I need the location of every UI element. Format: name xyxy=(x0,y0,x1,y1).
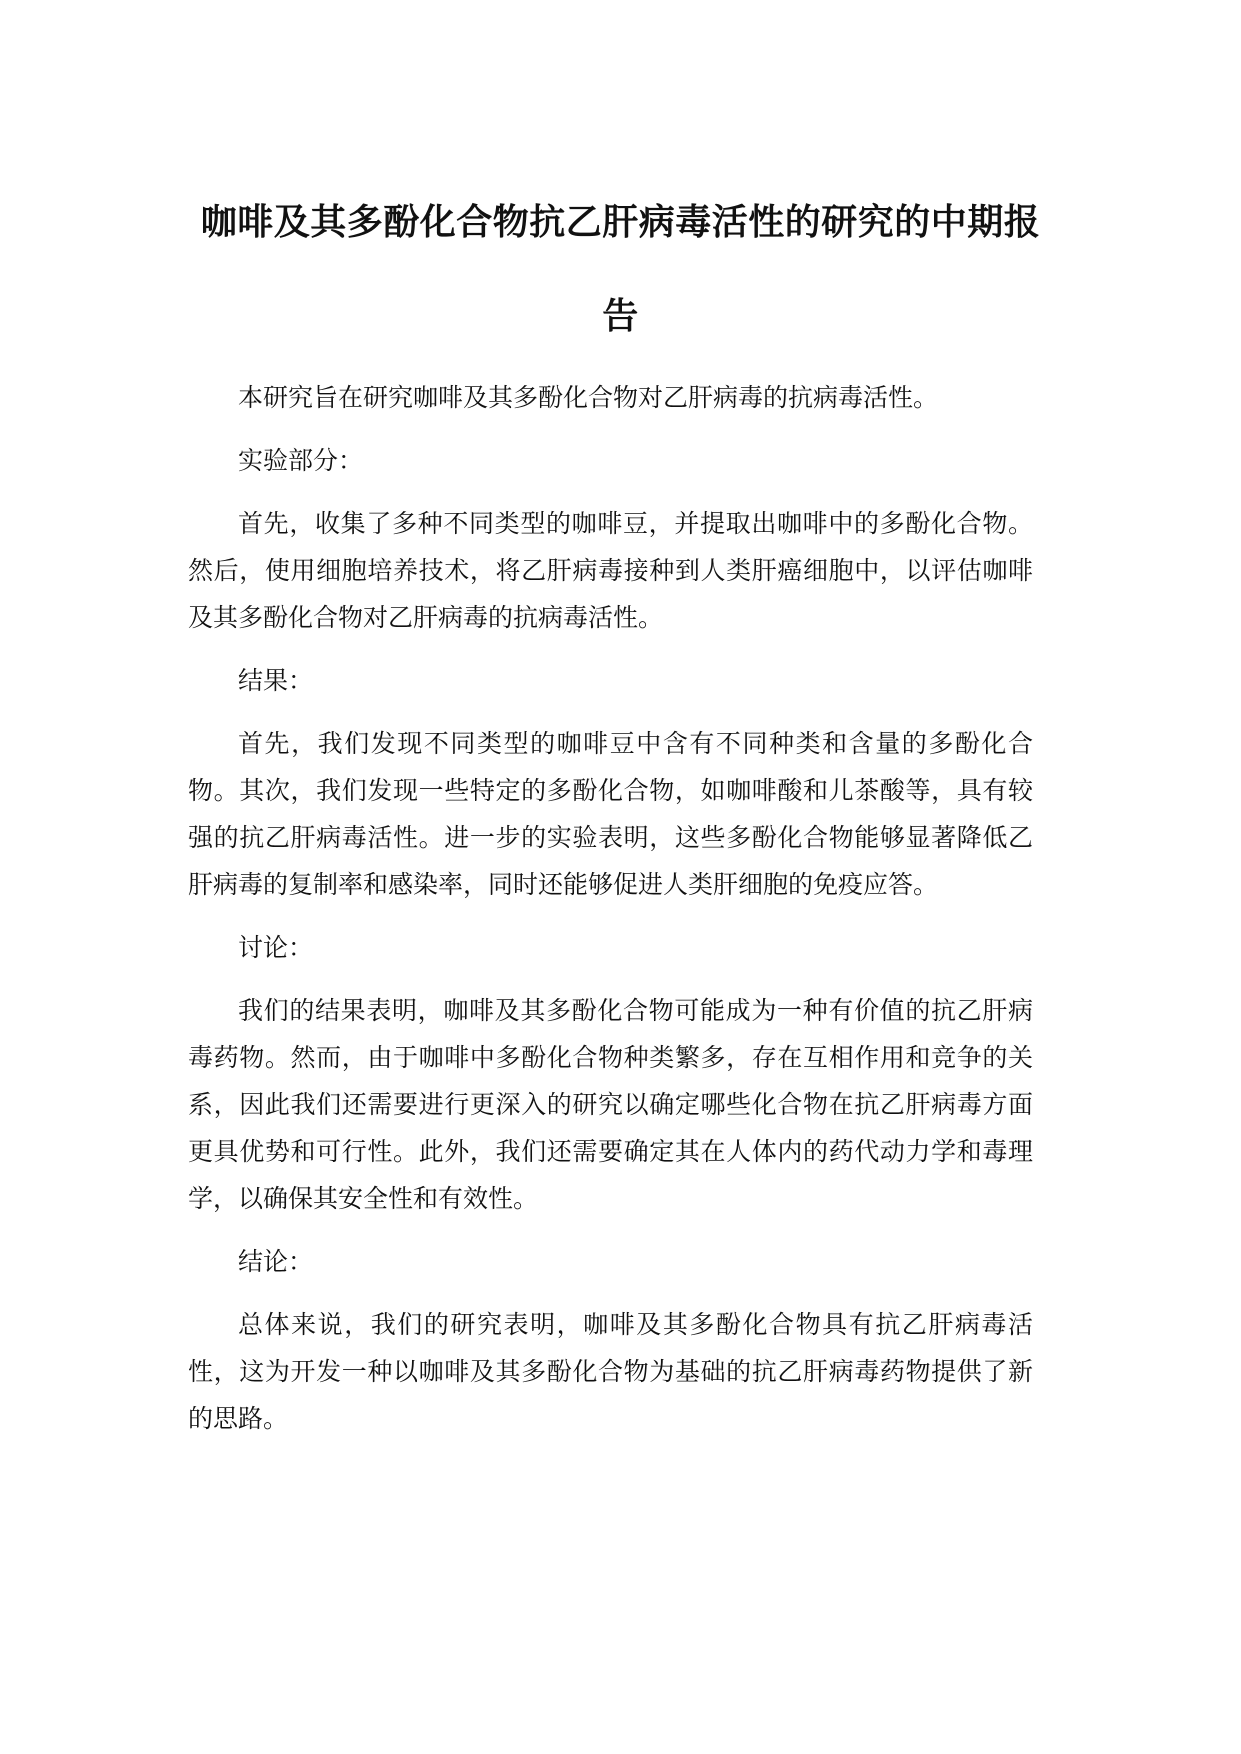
section-text-discussion: 我们的结果表明，咖啡及其多酚化合物可能成为一种有价值的抗乙肝病毒药物。然而，由于咖啡中多酚化合物种类繁多，存在互相作用和竞争的关系，因此我们还需要进行更深入的研究以确定哪些化合物在抗乙肝病毒方面更具优势和可行性。此外，我们还需要确定其在人体内的药代动力学和毒理学，以确保其安全性和有效性。 xyxy=(188,996,1033,1213)
section-heading-results: 结果： xyxy=(238,666,314,695)
section-text-results: 首先，我们发现不同类型的咖啡豆中含有不同种类和含量的多酚化合物。其次，我们发现一些特定的多酚化合物，如咖啡酸和儿茶酸等，具有较强的抗乙肝病毒活性。进一步的实验表明，这些多酚化合物能够显著降低乙肝病毒的复制率和感染率，同时还能够促进人类肝细胞的免疫应答。 xyxy=(188,729,1033,899)
document-title: 咖啡及其多酚化合物抗乙肝病毒活性的研究的中期报告 xyxy=(200,202,1041,337)
section-heading-discussion: 讨论： xyxy=(238,933,314,962)
section-text-experiment: 首先，收集了多种不同类型的咖啡豆，并提取出咖啡中的多酚化合物。然后，使用细胞培养技术，将乙肝病毒接种到人类肝癌细胞中，以评估咖啡及其多酚化合物对乙肝病毒的抗病毒活性。 xyxy=(188,509,1033,632)
section-heading-experiment: 实验部分： xyxy=(238,446,364,475)
section-heading-conclusion: 结论： xyxy=(238,1247,314,1276)
section-text-conclusion: 总体来说，我们的研究表明，咖啡及其多酚化合物具有抗乙肝病毒活性，这为开发一种以咖啡及其多酚化合物为基础的抗乙肝病毒药物提供了新的思路。 xyxy=(188,1310,1033,1433)
document-body xyxy=(188,374,1033,1458)
intro-paragraph: 本研究旨在研究咖啡及其多酚化合物对乙肝病毒的抗病毒活性。 xyxy=(238,383,939,412)
